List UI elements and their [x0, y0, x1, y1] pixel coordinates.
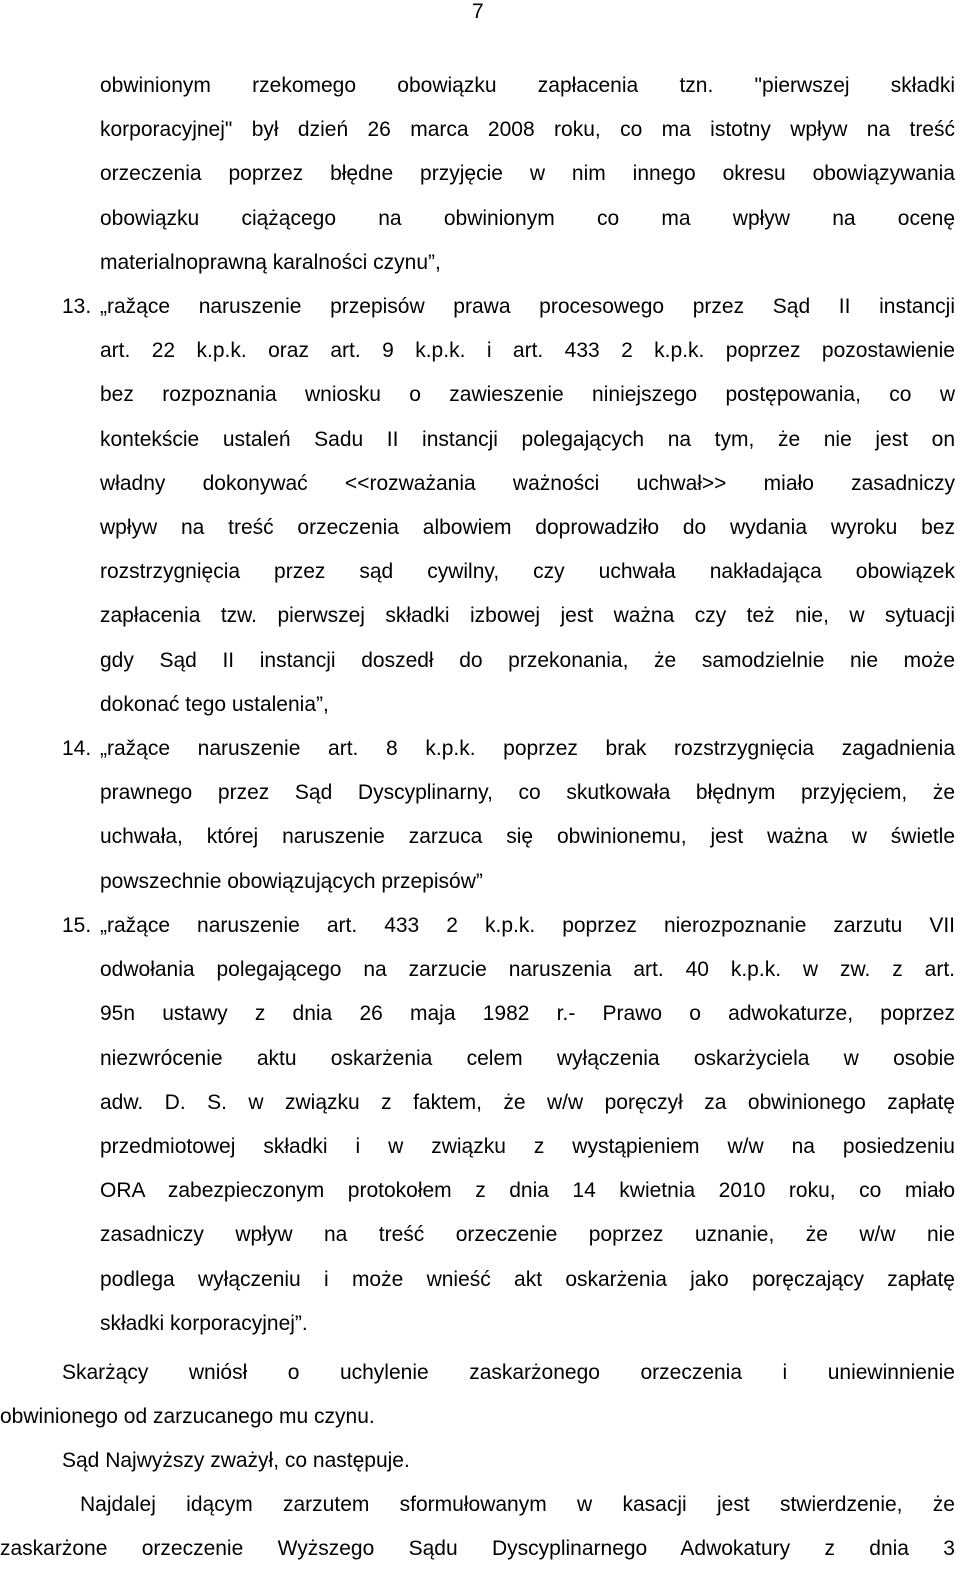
text-line: bez rozpoznania wniosku o zawieszenie niniejszego postępowania, co w [100, 383, 955, 407]
text-line: Najdalej idącym zarzutem sformułowanym w kasacji jest stwierdzenie, że [80, 1493, 955, 1516]
text-line: wpływ na treść orzeczenia albowiem doprowadziło do wydania wyroku bez [100, 516, 955, 540]
text-line: „ražące naruszenie przepisów prawa procesowego przez Sąd II instancji [100, 295, 955, 318]
text-line: władny dokonywać <<rozważania ważności uchwał>> miało zasadniczy [100, 471, 955, 495]
text-line: adw. D. S. w związku z faktem, że w/w poręczył za obwinionego zapłatę [100, 1090, 955, 1114]
text-line: materialnoprawną karalności czynu”, [100, 250, 441, 274]
text-line: zaskarżone orzeczenie Wyższego Sądu Dyscyplinarnego Adwokatury z dnia 3 [0, 1537, 955, 1561]
text-line: gdy Sąd II instancji doszedł do przekonania, że samodzielnie nie może [100, 648, 955, 672]
text-line: ORA zabezpieczonym protokołem z dnia 14 kwietnia 2010 roku, co miało [100, 1179, 955, 1203]
text-line: uchwała, której naruszenie zarzuca się obwinionemu, jest ważna w świetle [100, 825, 955, 849]
list-item-14 [62, 727, 955, 904]
text-line: niezwrócenie aktu oskarżenia celem wyłączenia oskarżyciela w osobie [100, 1046, 955, 1070]
text-line: powszechnie obowiązujących przepisów” [100, 869, 483, 893]
text-line: „ražące naruszenie art. 8 k.p.k. poprzez brak rozstrzygnięcia zagadnienia [100, 737, 955, 760]
paragraph-main-argument [0, 1483, 955, 1571]
text-line: obwinionego od zarzucanego mu czynu. [0, 1405, 375, 1429]
text-line: korporacyjnej" był dzień 26 marca 2008 roku, co ma istotny wpływ na treść [100, 118, 955, 142]
list-item-number: 13. [62, 295, 92, 318]
text-line: Skarżący wniósł o uchylenie zaskarżonego orzeczenia i uniewinnienie [62, 1361, 955, 1384]
text-line: przedmiotowej składki i w związku z wystąpieniem w/w na posiedzeniu [100, 1135, 955, 1159]
text-line: „ražące naruszenie art. 433 2 k.p.k. poprzez nierozpoznanie zarzutu VII [100, 914, 955, 937]
text-line: zapłacenia tzw. pierwszej składki izbowej jest ważna czy też nie, w sytuacji [100, 604, 955, 628]
paragraph-court-considered [0, 1439, 955, 1483]
text-line: prawnego przez Sąd Dyscyplinarny, co skutkowała błędnym przyjęciem, że [100, 781, 955, 805]
list-item-13 [62, 285, 955, 727]
text-line: dokonać tego ustalenia”, [100, 692, 329, 716]
list-item-15 [62, 904, 955, 1346]
text-line: obwinionym rzekomego obowiązku zapłacenia tzn. "pierwszej składki [100, 74, 955, 97]
list-item-12-continuation [100, 64, 955, 285]
list-item-number: 14. [62, 737, 92, 760]
text-line: kontekście ustaleń Sadu II instancji polegających na tym, że nie jest on [100, 427, 955, 451]
text-line: podlega wyłączeniu i może wnieść akt oskarżenia jako poręczający zapłatę [100, 1267, 955, 1291]
text-line: Sąd Najwyższy zważył, co następuje. [62, 1449, 410, 1472]
text-line: zasadniczy wpływ na treść orzeczenie poprzez uznanie, że w/w nie [100, 1223, 955, 1247]
text-line: orzeczenia poprzez błędne przyjęcie w nim innego okresu obowiązywania [100, 162, 955, 186]
text-line: art. 22 k.p.k. oraz art. 9 k.p.k. i art. 433 2 k.p.k. poprzez pozostawienie [100, 339, 955, 363]
text-line: obowiązku ciążącego na obwinionym co ma wpływ na ocenę [100, 206, 955, 230]
text-line: rozstrzygnięcia przez sąd cywilny, czy uchwała nakładająca obowiązek [100, 560, 955, 584]
text-line: odwołania polegającego na zarzucie naruszenia art. 40 k.p.k. w zw. z art. [100, 958, 955, 982]
text-line: 95n ustawy z dnia 26 maja 1982 r.- Prawo o adwokaturze, poprzez [100, 1002, 955, 1026]
paragraph-appeal-request [0, 1351, 955, 1439]
list-item-number: 15. [62, 914, 92, 937]
text-line: składki korporacyjnej”. [100, 1311, 308, 1335]
page-number: 7 [472, 0, 484, 23]
